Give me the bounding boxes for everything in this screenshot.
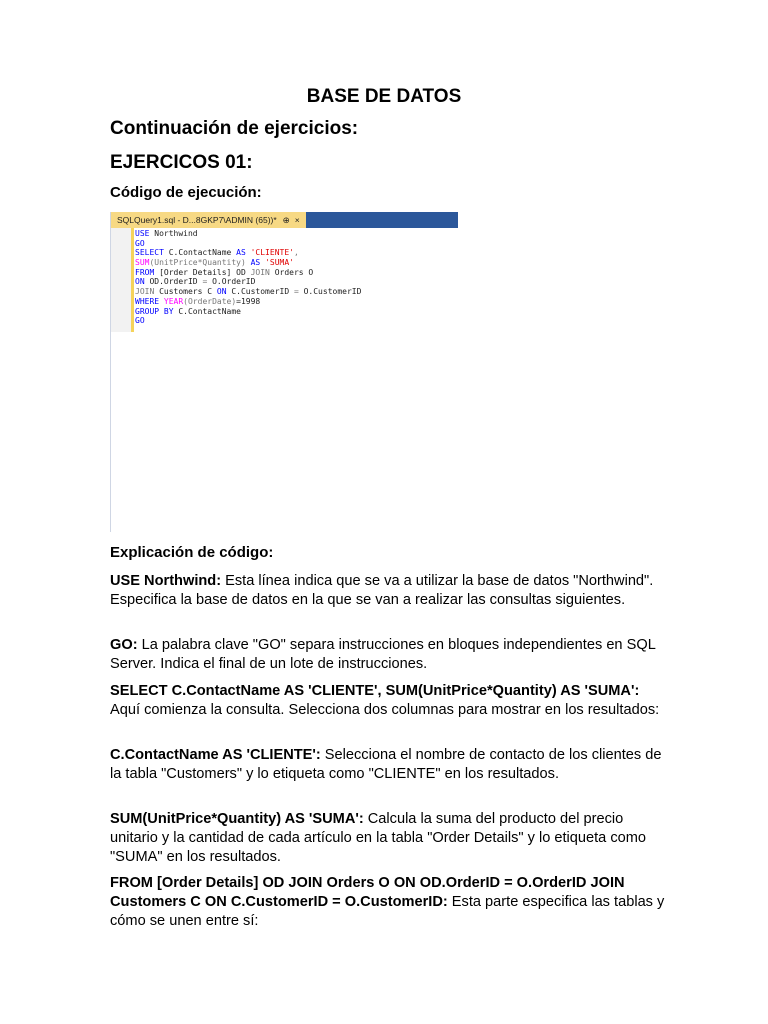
code-token: O.OrderID	[212, 277, 256, 287]
code-line	[135, 316, 455, 326]
pin-icon[interactable]: ⊕	[282, 215, 290, 225]
code-line	[135, 268, 455, 278]
code-token: GO	[135, 316, 145, 326]
explanation-term: SELECT C.ContactName AS 'CLIENTE', SUM(UnitPrice*Quantity) AS 'SUMA':	[110, 683, 640, 699]
code-line	[135, 239, 455, 249]
code-token: 'CLIENTE'	[250, 248, 294, 258]
code-line	[135, 307, 455, 317]
ssms-screenshot	[110, 212, 458, 532]
explanation-term: C.ContactName AS 'CLIENTE':	[110, 747, 321, 763]
code-token: SUM	[135, 258, 150, 268]
code-token: ON	[135, 277, 150, 287]
code-token: 'SUMA'	[265, 258, 294, 268]
code-token: O.CustomerID	[303, 287, 362, 297]
code-token: JOIN	[135, 287, 160, 297]
code-token: GO	[135, 238, 145, 248]
code-token: JOIN	[250, 267, 275, 277]
code-heading: Código de ejecución:	[110, 184, 262, 201]
explanation-paragraph	[110, 636, 670, 674]
explanation-paragraph	[110, 874, 670, 931]
code-token: C.CustomerID	[231, 287, 294, 297]
code-token: USE	[135, 229, 155, 238]
code-token: OD.OrderID	[149, 277, 203, 287]
section-subtitle: Continuación de ejercicios:	[110, 118, 359, 139]
close-icon[interactable]: ×	[294, 215, 300, 225]
explanation-paragraph	[110, 810, 670, 867]
code-line	[135, 258, 455, 268]
code-token: ON	[216, 287, 232, 297]
explanation-text: Esta línea indica que se va a utilizar la base de datos "Northwind". Especifica la base de datos en la que se van a realizar las consultas siguientes.	[110, 573, 654, 608]
code-token: C.ContactName	[168, 248, 237, 258]
query-tab-title: SQLQuery1.sql - D...8GKP7\ADMIN (65))*	[117, 215, 277, 225]
explanation-text: Aquí comienza la consulta. Selecciona dos columnas para mostrar en los resultados:	[110, 702, 660, 718]
code-token: [Order Details] OD	[159, 267, 251, 277]
code-token: Orders O	[274, 267, 314, 277]
explanation-text: Calcula la suma del producto del precio unitario y la cantidad de cada artículo en la tabla "Order Details" y lo etiqueta como "SUMA" en los resultados.	[110, 811, 647, 865]
explanation-term: GO:	[110, 637, 138, 653]
code-token: GROUP BY	[135, 306, 179, 316]
code-token: FROM	[135, 267, 160, 277]
explanation-term: SUM(UnitPrice*Quantity) AS 'SUMA':	[110, 811, 364, 827]
code-token: YEAR	[163, 296, 184, 306]
explanation-text: Selecciona el nombre de contacto de los clientes de la tabla "Customers" y lo etiqueta como "CLIENTE" en los resultados.	[110, 747, 662, 782]
code-token: (UnitPrice*Quantity)	[149, 258, 251, 268]
code-token: =	[293, 287, 304, 297]
explanation-term: USE Northwind:	[110, 573, 222, 589]
exercise-heading: EJERCICOS 01:	[110, 152, 253, 173]
code-token: SELECT	[135, 248, 169, 258]
code-token: =1998	[236, 296, 261, 306]
editor-tab-bar	[111, 212, 458, 228]
code-token: AS	[236, 248, 251, 258]
code-line	[135, 297, 455, 307]
editor-gutter	[111, 228, 133, 332]
explanation-paragraph	[110, 572, 670, 610]
explanation-paragraph	[110, 746, 670, 784]
explanation-paragraph	[110, 682, 670, 720]
page-title: BASE DE DATOS	[306, 86, 462, 107]
code-line	[135, 229, 455, 239]
code-token: WHERE	[135, 296, 164, 306]
code-token: ,	[293, 248, 299, 258]
code-token: =	[202, 277, 213, 287]
explanation-text: Esta parte especifica las tablas y cómo se unen entre sí:	[110, 894, 665, 929]
code-line	[135, 287, 455, 297]
explanation-heading: Explicación de código:	[110, 544, 274, 561]
change-marker	[131, 228, 134, 332]
code-token: Northwind	[154, 229, 198, 238]
explanation-term: FROM [Order Details] OD JOIN Orders O ON OD.OrderID = O.OrderID JOIN Customers C ON C.CustomerID = O.CustomerID:	[110, 875, 625, 910]
code-token: AS	[250, 258, 266, 268]
code-line	[135, 248, 455, 258]
explanation-text: La palabra clave "GO" separa instrucciones en bloques independientes en SQL Server. Indica el final de un lote de instrucciones.	[110, 637, 656, 672]
code-token: (OrderDate)	[183, 296, 237, 306]
code-line	[135, 277, 455, 287]
code-token: C.ContactName	[178, 306, 241, 316]
sql-editor[interactable]	[135, 229, 455, 326]
code-token: Customers C	[159, 287, 217, 297]
query-tab[interactable]	[111, 212, 306, 228]
